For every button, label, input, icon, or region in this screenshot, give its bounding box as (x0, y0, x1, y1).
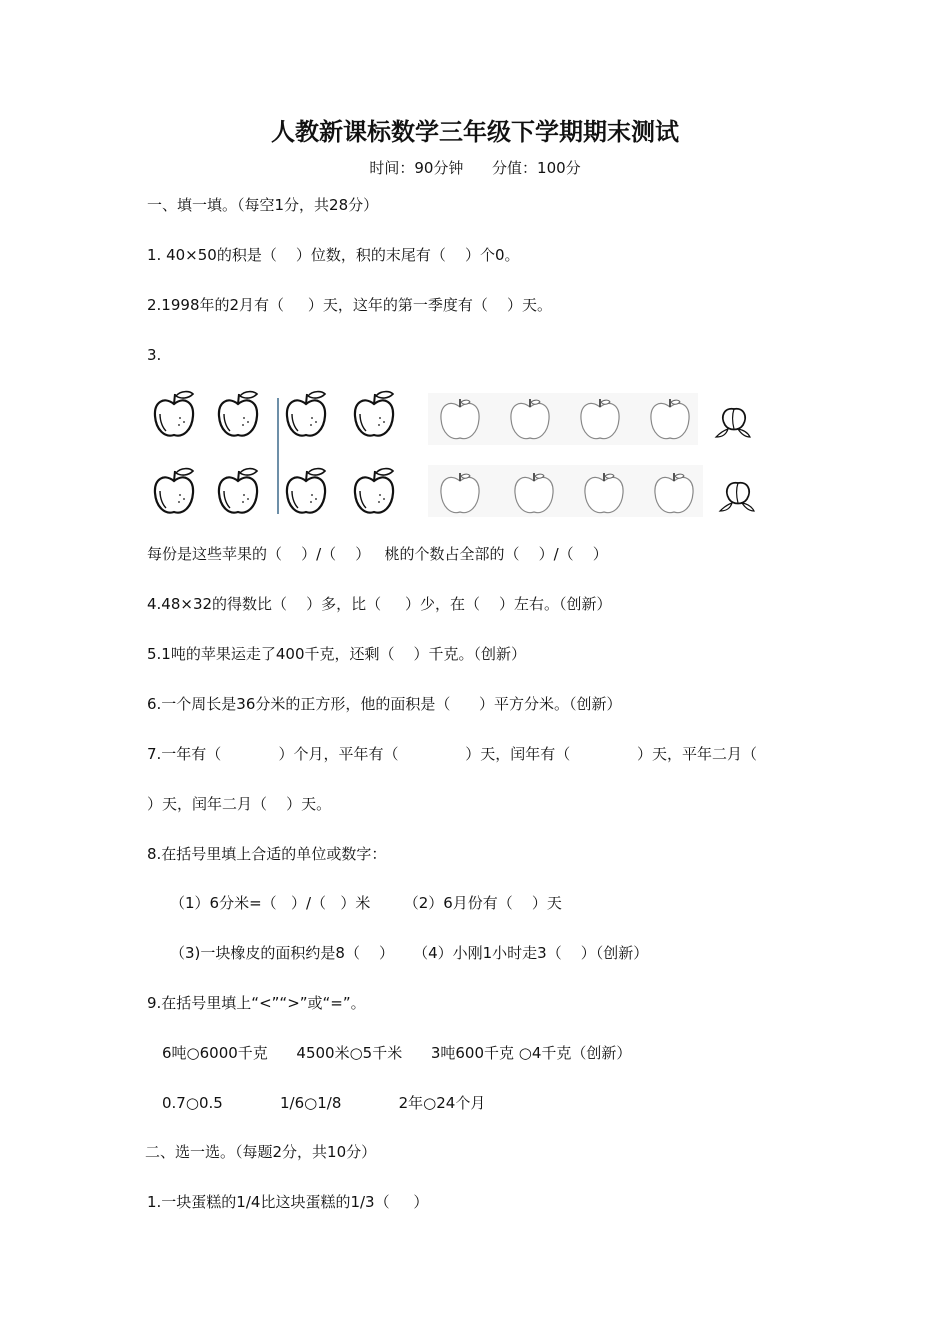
question-3-label: 3. (147, 346, 162, 364)
question-9-b: 0.7○0.5 1/6○1/8 2年○24个月 (162, 1094, 486, 1112)
apple-icon (150, 390, 198, 440)
apple-outline-icon (646, 393, 694, 443)
fruit-figure (148, 385, 788, 520)
apple-icon (350, 390, 398, 440)
apple-outline-icon (506, 393, 554, 443)
question-9-a: 6吨○6000千克 4500米○5千米 3吨600千克 ○4千克（创新） (162, 1044, 632, 1062)
divider-line (277, 398, 279, 514)
question-4: 4.48×32的得数比（ ）多，比（ ）少，在（ ）左右。（创新） (147, 595, 612, 613)
apple-icon (350, 467, 398, 517)
question-1: 1. 40×50的积是（ ）位数，积的末尾有（ ）个0。 (147, 246, 520, 264)
apple-outline-icon (576, 393, 624, 443)
peach-icon (714, 399, 754, 439)
section2-question-1: 1.一块蛋糕的1/4比这块蛋糕的1/3（ ） (147, 1193, 429, 1211)
apple-outline-icon (510, 467, 558, 517)
page-subtitle: 时间：90分钟 分值：100分 (369, 159, 581, 177)
section2-heading: 二、选一选。（每题2分，共10分） (145, 1143, 377, 1161)
apple-outline-icon (436, 467, 484, 517)
question-7-line1: 7.一年有（ ）个月，平年有（ ）天，闰年有（ ）天，平年二月（ (147, 745, 758, 763)
question-8-a: （1）6分米=（ ）/（ ）米 （2）6月份有（ ）天 (170, 894, 562, 912)
peach-icon (718, 473, 758, 513)
question-8-b: （3)一块橡皮的面积约是8（ ） （4）小刚1小时走3（ ）（创新） (170, 944, 649, 962)
apple-icon (214, 390, 262, 440)
question-3-text: 每份是这些苹果的（ ）/（ ） 桃的个数占全部的（ ）/（ ） (147, 545, 608, 563)
question-8: 8.在括号里填上合适的单位或数字： (147, 845, 387, 863)
apple-icon (150, 467, 198, 517)
question-9: 9.在括号里填上“<”“>”或“=”。 (147, 994, 366, 1012)
apple-icon (282, 467, 330, 517)
question-2: 2.1998年的2月有（ ）天，这年的第一季度有（ ）天。 (147, 296, 552, 314)
apple-icon (282, 390, 330, 440)
apple-icon (214, 467, 262, 517)
section1-heading: 一、填一填。（每空1分，共28分） (147, 196, 379, 214)
page-title: 人教新课标数学三年级下学期期末测试 (271, 117, 679, 146)
question-7-line2: ）天，闰年二月（ ）天。 (147, 795, 332, 813)
question-5: 5.1吨的苹果运走了400千克，还剩（ ）千克。（创新） (147, 645, 527, 663)
apple-outline-icon (580, 467, 628, 517)
apple-outline-icon (650, 467, 698, 517)
question-6: 6.一个周长是36分米的正方形，他的面积是（ ）平方分米。（创新） (147, 695, 622, 713)
apple-outline-icon (436, 393, 484, 443)
